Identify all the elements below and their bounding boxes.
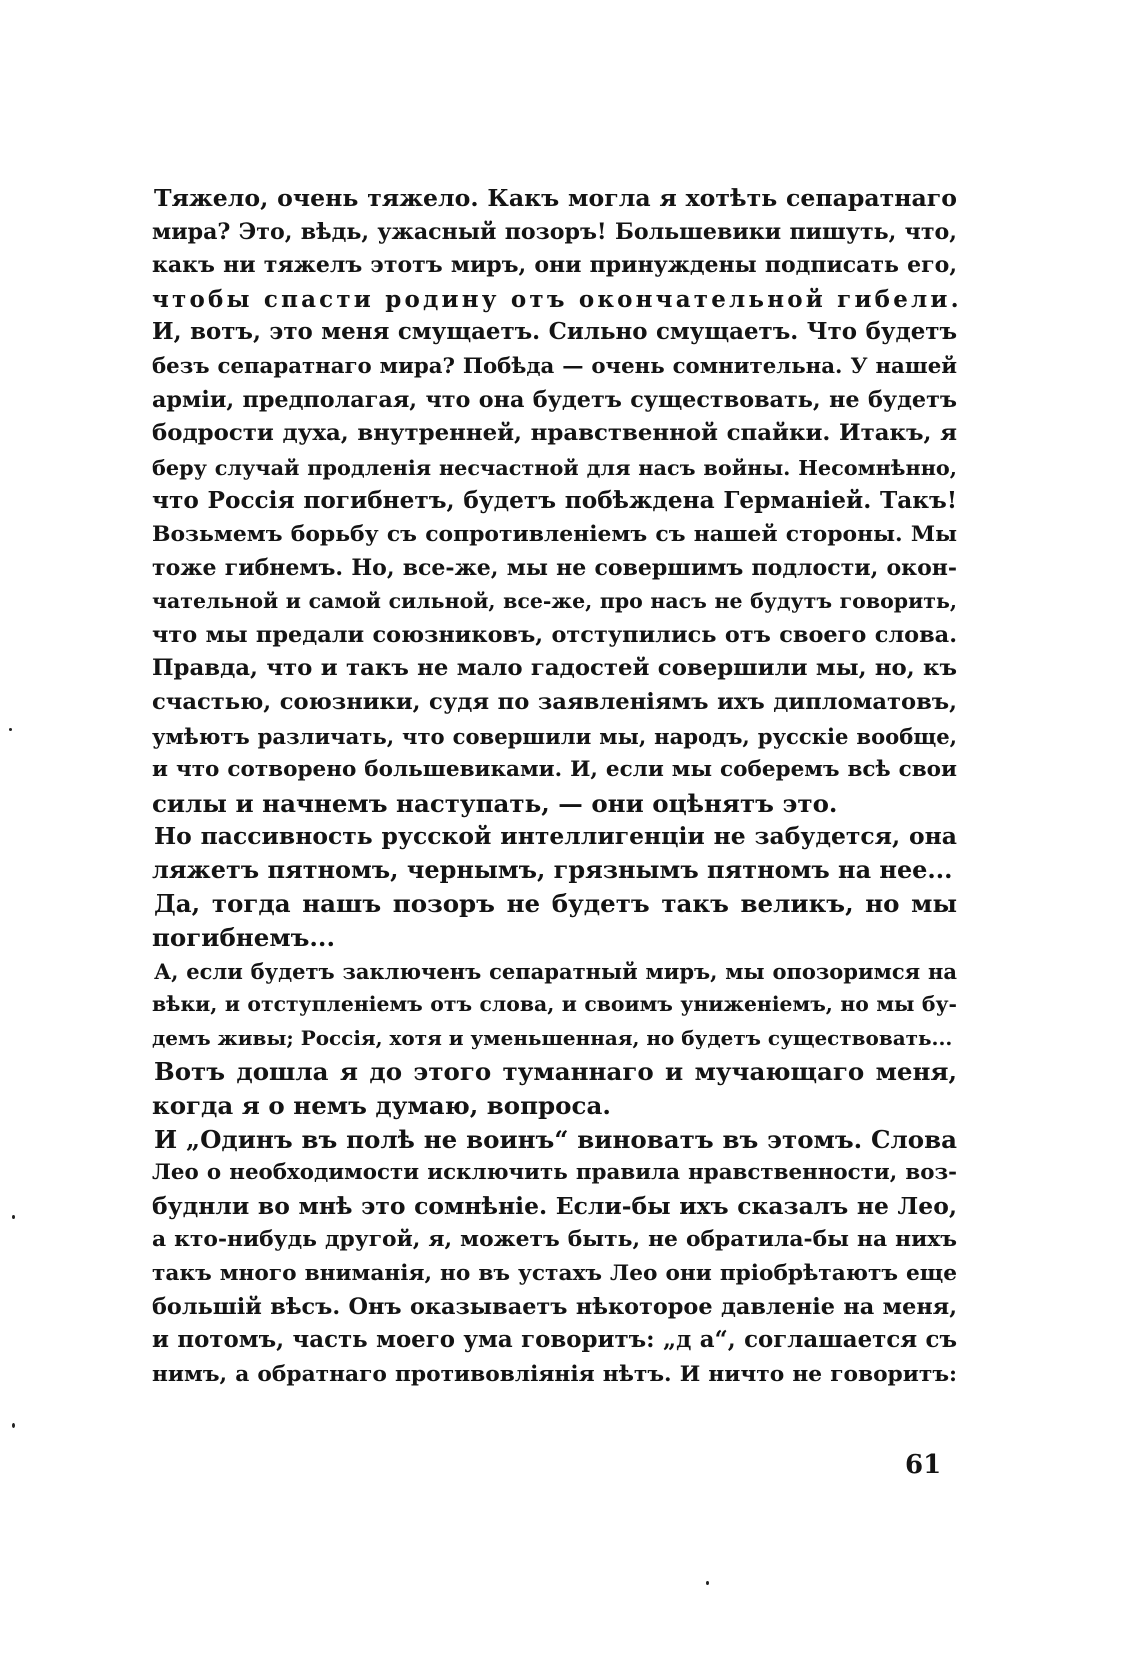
text-line: а кто-нибудь другой, я, можетъ быть, не обратила-бы на нихъ xyxy=(152,1227,957,1253)
text-line: когда я о немъ думаю, вопроса. xyxy=(152,1091,611,1121)
text-line: вѣки, и отступленіемъ отъ слова, и своимъ униженіемъ, но мы бу- xyxy=(152,992,957,1017)
paragraph xyxy=(152,182,962,820)
text-line: Вотъ дошла я до этого туманнаго и мучающаго меня, xyxy=(154,1057,957,1087)
scan-speck xyxy=(9,728,12,731)
text-line: тоже гибнемъ. Но, все-же, мы не совершимъ подлости, окон- xyxy=(152,554,957,581)
paragraph xyxy=(152,820,957,887)
text-line: арміи, предполагая, что она будетъ существовать, не будетъ xyxy=(152,386,957,413)
text-line: мира? Это, вѣдь, ужасный позоръ! Большевики пишуть, что, xyxy=(152,218,957,245)
text-line: и что сотворено большевиками. И, если мы соберемъ всѣ свои xyxy=(152,757,957,783)
text-line: Да, тогда нашъ позоръ не будетъ такъ великъ, но мы xyxy=(154,889,957,919)
scan-speck xyxy=(12,1423,15,1428)
text-line: большій вѣсъ. Онъ оказываетъ нѣкоторое давленіе на меня, xyxy=(152,1293,957,1320)
text-line: чательной и самой сильной, все-же, про насъ не будутъ говорить, xyxy=(152,589,957,614)
text-line: бодрости духа, внутренней, нравственной спайки. Итакъ, я xyxy=(152,420,957,447)
text-line: счастью, союзники, судя по заявленіямъ ихъ дипломатовъ, xyxy=(152,688,957,715)
text-line: силы и начнемъ наступать, — они оцѣнятъ это. xyxy=(152,788,838,818)
text-line: умѣютъ различать, что совершили мы, народъ, русскіе вообще, xyxy=(152,723,957,749)
text-line: безъ сепаратнаго мира? Побѣда — очень сомнительна. У нашей xyxy=(152,353,957,379)
text-line: какъ ни тяжелъ этотъ миръ, они принуждены подписать его, xyxy=(152,252,957,279)
body-text xyxy=(152,182,962,1391)
text-line: Но пассивность русской интеллигенціи не забудется, она xyxy=(154,822,957,851)
text-line: Тяжело, очень тяжело. Какъ могла я хотѣть сепаратнаго xyxy=(154,184,957,212)
paragraph xyxy=(152,1123,957,1392)
text-line: беру случай продленія несчастной для насъ войны. Несомнѣнно, xyxy=(152,454,957,480)
text-line: демъ живы; Россія, хотя и уменьшенная, но будетъ существовать... xyxy=(152,1025,953,1050)
paragraph xyxy=(152,887,957,954)
text-line: А, если будетъ заключенъ сепаратный миръ, мы опозоримся на xyxy=(154,958,957,984)
scan-speck xyxy=(12,1215,15,1219)
text-line: ляжетъ пятномъ, чернымъ, грязнымъ пятномъ на нее... xyxy=(152,855,953,884)
text-line: буднли во мнѣ это сомнѣніе. Если-бы ихъ сказалъ не Лео, xyxy=(152,1191,957,1220)
paragraph xyxy=(152,955,957,1056)
text-line: погибнемъ... xyxy=(152,923,335,953)
text-line: что мы предали союзниковъ, отступились отъ своего слова. xyxy=(152,621,957,648)
text-line: такъ много вниманія, но въ устахъ Лео они пріобрѣтаютъ еще xyxy=(152,1261,957,1286)
text-line: Правда, что и такъ не мало гадостей совершили мы, но, къ xyxy=(152,655,957,682)
text-line: И „Одинъ въ полѣ не воинъ“ виноватъ въ этомъ. Слова xyxy=(154,1124,957,1154)
text-line: Возьмемъ борьбу съ сопротивленіемъ съ нашей стороны. Мы xyxy=(152,520,957,547)
text-line: что Россія погибнетъ, будетъ побѣждена Германіей. Такъ! xyxy=(152,487,957,515)
paragraph xyxy=(152,1055,957,1122)
text-line: Лео о необходимости исключить правила нравственности, воз- xyxy=(152,1160,957,1186)
text-line: И, вотъ, это меня смущаетъ. Сильно смущаетъ. Что будетъ xyxy=(152,319,957,346)
scan-speck xyxy=(706,1581,709,1585)
text-line: и потомъ, часть моего ума говоритъ: „д а“, соглашается съ xyxy=(152,1327,957,1354)
text-line-spaced: чтобы спасти родину отъ окончательной гибели. xyxy=(152,285,962,313)
page-number: 61 xyxy=(905,1450,942,1480)
text-line: нимъ, а обратнаго противовліянія нѣтъ. И ничто не говоритъ: xyxy=(152,1361,957,1387)
